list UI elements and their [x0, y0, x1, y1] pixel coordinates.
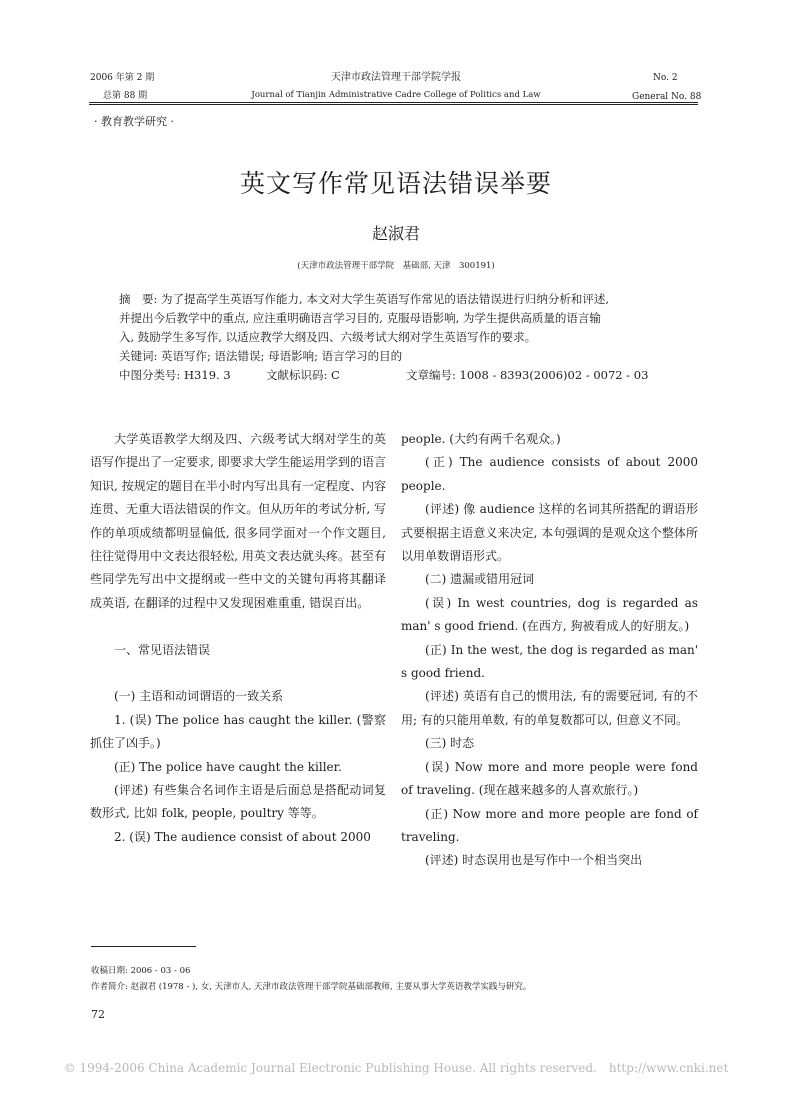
total-issue-label: 总第 88 期 [103, 91, 148, 101]
example-wrong: 1. (误) The police has caught the killer. (警察抓住了凶手。) [90, 712, 386, 751]
article-title: 英文写作常见语法错误举要 [239, 169, 552, 198]
copyright-watermark: © 1994-2006 China Academic Journal Electronic Publishing House. All rights reserved. http://www.cnki.net [63, 1061, 729, 1075]
example-comment: (评述) 有些集合名词作主语是后面总是搭配动词复数形式, 比如 folk, people, poultry 等等。 [90, 783, 386, 821]
abstract-line: 并提出今后教学中的重点, 应注重明确语言学习目的, 克服母语影响, 为学生提供高质量的语言输 [119, 311, 601, 325]
example-wrong: (误) Now more and more people were fond of traveling. (现在越来越多的人喜欢旅行。) [401, 759, 698, 798]
author-bio: 作者简介: 赵淑君 (1978 - ), 女, 天津市人, 天津市政法管理干部学院基础部教师, 主要从事大学英语教学实践与研究。 [91, 982, 532, 992]
classification-row [119, 366, 697, 385]
example-wrong: 2. (误) The audience consist of about 2000 [114, 829, 371, 844]
author-affiliation: (天津市政法管理干部学院 基础部, 天津 300191) [297, 261, 495, 271]
example-comment: (评述) 像 audience 这样的名词其所搭配的谓语形式要根据主语意义来决定, 本句强调的是观众这个整体所以用单数谓语形式。 [401, 502, 698, 564]
journal-name-en: Journal of Tianjin Administrative Cadre College of Politics and Law [251, 90, 541, 100]
section-heading: 一、常见语法错误 [114, 642, 211, 657]
author-name: 赵淑君 [371, 224, 420, 243]
abstract-line: 入, 鼓励学生多写作, 以适应教学大纲及四、六级考试大纲对学生英语写作的要求。 [119, 330, 537, 344]
example-right: (正) The police have caught the killer. [114, 759, 342, 774]
abstract-line: 摘 要: 为了提高学生英语写作能力, 本文对大学生英语写作常见的语法错误进行归纳分析和评述, [119, 292, 609, 306]
issue-label: 2006 年第 2 期 [90, 73, 155, 83]
example-comment: (评述) 英语有自己的惯用法, 有的需要冠词, 有的不用; 有的只能用单数, 有的单复数都可以, 但意义不同。 [401, 689, 698, 727]
left-column [90, 428, 386, 849]
example-right: (正) In the west, the dog is regarded as man' s good friend. [401, 642, 698, 681]
abstract-block [119, 290, 697, 385]
example-wrong: (误) In west countries, dog is regarded as man' s good friend. (在西方, 狗被看成人的好朋友。) [401, 595, 698, 634]
section-tag: · 教育教学研究 · [94, 115, 174, 128]
example-right: (正) The audience consists of about 2000 people. [401, 455, 698, 493]
intro-paragraph: 大学英语教学大纲及四、六级考试大纲对学生的英语写作提出了一定要求, 即要求大学生能运用学到的语言知识, 按规定的题目在半小时内写出具有一定程度、内容连贯、无重大语法错误的作文。但从历年的考试分析, 写作的单项成绩都明显偏低, 很多同学面对一个作文题目, 往往觉得用中文表达很轻松, 用英文表达就头疼。甚至有些同学先写出中文提纲或一些中文的关键句再将其翻译成英语, 在翻译的过程中又发现困难重重, 错误百出。 [90, 432, 386, 610]
header-rule [89, 102, 698, 103]
issue-number: No. 2 [653, 73, 678, 83]
example-right: (正) Now more and more people are fond of traveling. [401, 806, 698, 844]
article-number: 文章编号: 1008 - 8393(2006)02 - 0072 - 03 [406, 368, 649, 382]
header-rule-double [89, 104, 698, 105]
keywords: 关键词: 英语写作; 语法错误; 母语影响; 语言学习的目的 [119, 349, 403, 363]
subsection-heading: (三) 时态 [425, 736, 475, 751]
right-column [401, 428, 698, 873]
page-number: 72 [91, 1008, 105, 1021]
clc-number: 中图分类号: H319. 3 [119, 368, 231, 382]
example-wrong-continued: people. (大约有两千名观众。) [401, 432, 561, 446]
subsection-heading: (二) 遗漏或错用冠词 [425, 572, 535, 587]
document-code: 文献标识码: C [266, 368, 340, 382]
subsection-heading: (一) 主语和动词谓语的一致关系 [114, 689, 284, 704]
footnote-rule [91, 946, 196, 947]
example-comment: (评述) 时态误用也是写作中一个相当突出 [425, 853, 643, 868]
journal-name-cn: 天津市政法管理干部学院学报 [331, 72, 461, 83]
general-number: General No. 88 [632, 92, 702, 102]
received-date: 收稿日期: 2006 - 03 - 06 [91, 966, 191, 976]
